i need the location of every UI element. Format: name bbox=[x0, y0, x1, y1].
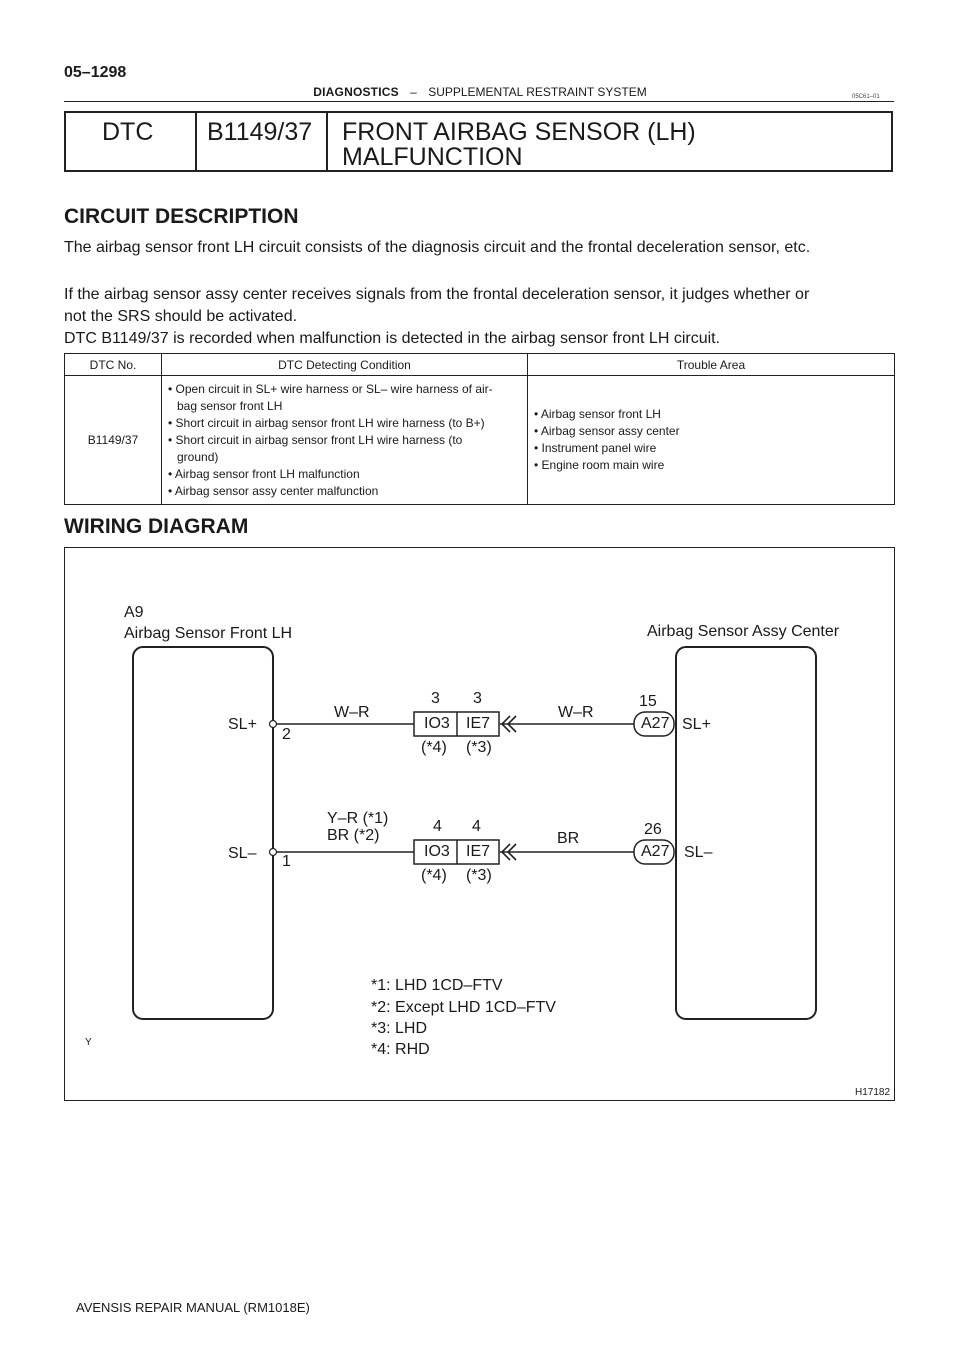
condition-item: • Airbag sensor front LH malfunction bbox=[168, 466, 360, 481]
condition-item: • Airbag sensor assy center malfunction bbox=[168, 483, 379, 498]
lower-wire-color-right: BR bbox=[557, 830, 580, 847]
page-number: 05–1298 bbox=[64, 64, 127, 81]
lower-connector-b: IE7 bbox=[466, 843, 491, 860]
header-dash: – bbox=[410, 85, 417, 99]
lower-wire-color-left-2: BR (*2) bbox=[327, 827, 380, 844]
right-sl-plus-label: SL+ bbox=[682, 716, 711, 733]
diagram-note: *4: RHD bbox=[371, 1041, 430, 1058]
circuit-description-heading: CIRCUIT DESCRIPTION bbox=[64, 205, 299, 228]
lower-connector-a: IO3 bbox=[424, 843, 450, 860]
diagram-note: *2: Except LHD 1CD–FTV bbox=[371, 999, 556, 1016]
dtc-code: B1149/37 bbox=[207, 118, 313, 146]
left-pin-plus: 2 bbox=[282, 726, 291, 743]
left-component-id: A9 bbox=[124, 604, 144, 621]
upper-connector-a: IO3 bbox=[424, 715, 450, 732]
figure-code: H17182 bbox=[855, 1087, 891, 1098]
condition-item: • Short circuit in airbag sensor front LH wire harness (to bbox=[168, 432, 463, 447]
upper-note-b: (*3) bbox=[466, 739, 492, 756]
right-lower-connector: A27 bbox=[641, 843, 670, 860]
upper-note-a: (*4) bbox=[421, 739, 447, 756]
manual-footer: AVENSIS REPAIR MANUAL (RM1018E) bbox=[76, 1300, 310, 1315]
lower-note-a: (*4) bbox=[421, 867, 447, 884]
dtc-table-header: Trouble Area bbox=[528, 354, 895, 376]
condition-item: • Open circuit in SL+ wire harness or SL– wire harness of air- bbox=[168, 381, 493, 396]
diagram-note: *1: LHD 1CD–FTV bbox=[371, 977, 503, 994]
right-component-name: Airbag Sensor Assy Center bbox=[647, 623, 840, 640]
corner-mark: Y bbox=[85, 1037, 92, 1048]
circuit-description-para2-line2: not the SRS should be activated. bbox=[64, 308, 298, 325]
right-sensor-body bbox=[676, 647, 816, 1019]
dtc-label: DTC bbox=[102, 118, 154, 146]
left-pin-minus: 1 bbox=[282, 853, 291, 870]
upper-wire-color-left: W–R bbox=[334, 704, 370, 721]
circuit-description-para3: DTC B1149/37 is recorded when malfunction is detected in the airbag sensor front LH circuit. bbox=[64, 330, 721, 347]
trouble-area-item: • Instrument panel wire bbox=[534, 441, 657, 455]
lower-note-b: (*3) bbox=[466, 867, 492, 884]
dtc-title-line2: MALFUNCTION bbox=[342, 143, 523, 171]
upper-wire-color-right: W–R bbox=[558, 704, 594, 721]
left-lower-terminal bbox=[270, 849, 277, 856]
left-sensor-body bbox=[133, 647, 273, 1019]
left-upper-terminal bbox=[270, 721, 277, 728]
right-pin-plus: 15 bbox=[639, 693, 657, 710]
right-sl-minus-label: SL– bbox=[684, 844, 713, 861]
header-section: DIAGNOSTICS bbox=[313, 85, 399, 99]
wiring-diagram-heading: WIRING DIAGRAM bbox=[64, 515, 249, 538]
lower-pin-a: 4 bbox=[433, 818, 442, 835]
dtc-number-cell: B1149/37 bbox=[65, 376, 162, 505]
trouble-area-item: • Airbag sensor front LH bbox=[534, 407, 661, 421]
left-sl-minus-label: SL– bbox=[228, 845, 257, 862]
circuit-description-para1: The airbag sensor front LH circuit consists of the diagnosis circuit and the frontal deceleration sensor, etc. bbox=[64, 239, 811, 256]
left-component-name: Airbag Sensor Front LH bbox=[124, 625, 293, 642]
right-upper-connector: A27 bbox=[641, 715, 670, 732]
upper-pin-b: 3 bbox=[473, 690, 482, 707]
condition-item: bag sensor front LH bbox=[177, 398, 283, 413]
lower-pin-b: 4 bbox=[472, 818, 481, 835]
trouble-area-item: • Airbag sensor assy center bbox=[534, 424, 680, 438]
condition-item: • Short circuit in airbag sensor front LH wire harness (to B+) bbox=[168, 415, 485, 430]
dtc-table-header: DTC No. bbox=[65, 354, 162, 376]
diagram-note: *3: LHD bbox=[371, 1020, 428, 1037]
header-subsection: SUPPLEMENTAL RESTRAINT SYSTEM bbox=[428, 85, 647, 99]
upper-pin-a: 3 bbox=[431, 690, 440, 707]
document-code: 05C61–01 bbox=[852, 94, 880, 100]
left-sl-plus-label: SL+ bbox=[228, 716, 257, 733]
right-pin-minus: 26 bbox=[644, 821, 662, 838]
trouble-area-item: • Engine room main wire bbox=[534, 458, 665, 472]
dtc-table-header: DTC Detecting Condition bbox=[162, 354, 528, 376]
lower-wire-color-left-1: Y–R (*1) bbox=[327, 810, 389, 827]
dtc-title-line1: FRONT AIRBAG SENSOR (LH) bbox=[342, 118, 696, 146]
circuit-description-para2-line1: If the airbag sensor assy center receives signals from the frontal deceleration sensor, it judges whether or bbox=[64, 286, 810, 303]
condition-item: ground) bbox=[177, 449, 219, 464]
upper-connector-b: IE7 bbox=[466, 715, 491, 732]
